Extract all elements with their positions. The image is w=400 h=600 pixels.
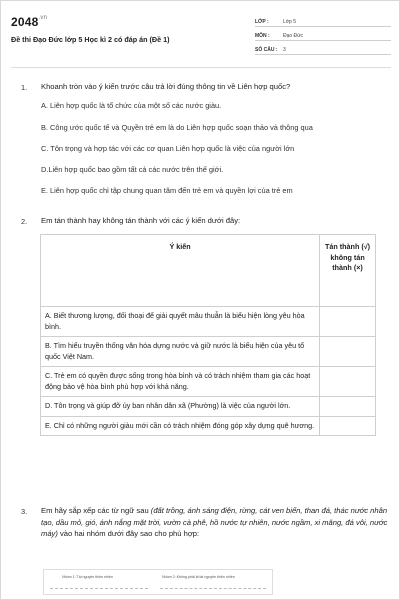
table-row [41,367,376,397]
question-number: 3. [21,507,28,516]
site-logo[interactable] [11,15,47,29]
meta-value: Lớp 5 [283,19,297,25]
answer-cell[interactable] [320,416,376,436]
option-e[interactable]: E. Liên hợp quốc chỉ tập chung quan tâm đến trẻ em và quyền lợi của trẻ em [41,186,293,195]
document-title: Đề thi Đạo Đức lớp 5 Học kì 2 có đáp án (Đề 1) [11,35,170,44]
column-header-agree: Tán thành (√) không tán thành (×) [320,235,376,307]
table-row [41,307,376,337]
group-1-header: Nhóm 1: Tài nguyên thiên nhiên [62,575,113,579]
opinion-cell: E. Chỉ có những người giàu mới cần có trách nhiệm đóng góp xây dựng quê hương. [41,416,320,436]
meta-info [255,15,391,57]
answer-cell[interactable] [320,307,376,337]
logo-main: 2048 [11,15,39,29]
answer-cell[interactable] [320,397,376,417]
answer-cell[interactable] [320,337,376,367]
opinion-cell: B. Tìm hiểu truyền thống văn hóa dựng nước và giữ nước là biểu hiện của yêu tổ quốc Việt Nam. [41,337,320,367]
table-row [41,397,376,417]
group-1-answer-line[interactable] [50,588,148,589]
word-list: (đất trồng, ánh sáng điện, rừng, cát ven biển, than đá, thác nước nhân tạo, dầu mỏ, gió, ánh nắng mặt trời, vườn cà phê, hồ nước tự nhiên, nước ngầm, xi măng, đá vôi, nước máy) [41,506,388,538]
header-divider [11,67,391,68]
meta-value: 3 [283,47,286,53]
opinion-cell: C. Trẻ em có quyền được sống trong hòa bình và có trách nhiệm tham gia các hoạt động bảo vệ hòa bình phù hợp với khả năng. [41,367,320,397]
meta-row-count [255,43,391,55]
question-text-after: vào hai nhóm dưới đây sao cho phù hợp: [57,529,200,538]
table-row [41,416,376,436]
meta-row-subject [255,29,391,41]
question-text [41,505,391,540]
opinion-table [40,234,376,436]
meta-label: MÔN : [255,33,270,39]
group-2-header: Nhóm 2: Không phải là tài nguyên thiên nhiên [162,575,235,579]
table-header-row [41,235,376,307]
group-2-answer-line[interactable] [160,588,266,589]
opinion-cell: A. Biết thương lượng, đối thoại để giải quyết mâu thuẫn là biểu hiện lòng yêu hòa bình. [41,307,320,337]
question-text-before: Em hãy sắp xếp các từ ngữ sau [41,506,151,515]
option-c[interactable]: C. Tôn trọng và hợp tác với các cơ quan Liên hợp quốc là việc của người lớn [41,144,295,153]
meta-value: Đạo Đức [283,33,304,39]
question-number: 1. [21,83,28,92]
meta-label: LỚP : [255,19,269,25]
option-d[interactable]: D.Liên hợp quốc bao gồm tất cả các nước trên thế giới. [41,165,224,174]
question-number: 2. [21,217,28,226]
table-row [41,337,376,367]
answer-cell[interactable] [320,367,376,397]
column-header-opinion: Ý kiến [41,235,320,307]
option-a[interactable]: A. Liên hợp quốc là tổ chức của một số các nước giàu. [41,101,222,110]
meta-label: SỐ CÂU : [255,47,278,53]
meta-row-class [255,15,391,27]
logo-tld: .vn [38,15,48,21]
option-b[interactable]: B. Công ước quốc tế và Quyền trẻ em là do Liên hợp quốc soạn thảo và thông qua [41,123,313,132]
question-text: Khoanh tròn vào ý kiến trước câu trả lời đúng thông tin về Liên hợp quốc? [41,82,291,91]
opinion-cell: D. Tôn trọng và giúp đỡ ủy ban nhân dân xã (Phường) là việc của người lớn. [41,397,320,417]
grouping-table [43,569,273,595]
question-text: Em tán thành hay không tán thành với các ý kiến dưới đây: [41,216,241,225]
header [11,9,391,65]
